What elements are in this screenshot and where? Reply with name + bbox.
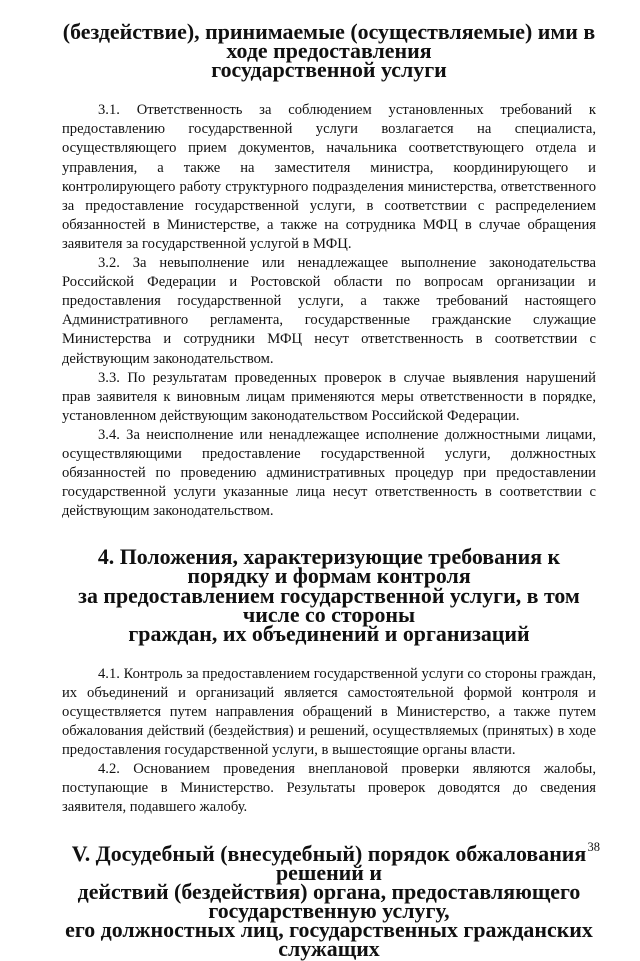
paragraph-3-2: 3.2. За невыполнение или ненадлежащее выполнение законодательства Российской Федерации и Ростовской области по вопросам организации и предоставления государственной услуги, а также требований настоящего Административного регламента, государственные гражданские служащие Министерства и сотрудники МФЦ несут ответственность в соответствии с действующим законодательством. bbox=[62, 255, 596, 367]
spacer bbox=[62, 79, 596, 101]
heading-line: государственной услуги bbox=[211, 57, 447, 83]
paragraph-3-1: 3.1. Ответственность за соблюдением установленных требований к предоставлению государственной услуги возлагается на специалиста, осуществляющего прием документов, начальника соответствующего отдела и управления, а также на заместителя министра, координирующего и контролирующего работу структурного подразделения министерства, ответственного за предоставление государственной услуги, в соответствии с распределением обязанностей в Министерстве, а также на сотрудника МФЦ в случае обращения заявителя за государственной услугой в МФЦ. bbox=[62, 102, 596, 252]
section-3-heading-continuation bbox=[62, 19, 596, 83]
paragraph-4-1: 4.1. Контроль за предоставлением государственной услуги со стороны граждан, их объединений и организаций является самостоятельной формой контроля и осуществляется путем направления обращений в Министерство, а также путем обжалования действий (бездействия) и решений, осуществляемых (принятых) в ходе предоставления государственной услуги, в вышестоящие органы власти. bbox=[62, 665, 596, 759]
heading-line: V. Досудебный (внесудебный) порядок обжалования решений и bbox=[71, 840, 587, 885]
spacer bbox=[62, 818, 596, 844]
page-number: 38 bbox=[587, 839, 600, 854]
paragraph-3-3: 3.3. По результатам проведенных проверок в случае выявления нарушений прав заявителя к виновным лицам применяются меры ответственности в порядке, установленном действующим законодательством Российской Федерации. bbox=[62, 369, 596, 424]
section-4-heading bbox=[62, 544, 596, 646]
paragraph-4-2: 4.2. Основанием проведения внеплановой проверки являются жалобы, поступающие в Министерство. Результаты проверок доводятся до сведения заявителя, подавшего жалобу. bbox=[62, 761, 596, 816]
spacer bbox=[62, 643, 596, 665]
heading-line: его должностных лиц, государственных гражданских служащих bbox=[65, 916, 593, 961]
heading-line: 4. Положения, характеризующие требования к порядку и формам контроля bbox=[97, 544, 561, 589]
heading-line: (бездействие), принимаемые (осуществляемые) ими в ходе предоставления bbox=[62, 19, 596, 64]
paragraph-3-4: 3.4. За неисполнение или ненадлежащее исполнение должностными лицами, осуществляющими предоставление государственной услуги, должностных обязанностей по проведению административных процедур при предоставлении государственной услуги указанные лица несут ответственность в соответствии с действующим законодательством. bbox=[62, 426, 596, 520]
heading-line: действий (бездействия) органа, предоставляющего государственную услугу, bbox=[77, 878, 581, 923]
heading-line: за предоставлением государственной услуги, в том числе со стороны bbox=[78, 582, 580, 627]
heading-line: граждан, их объединений и организаций bbox=[128, 620, 530, 646]
